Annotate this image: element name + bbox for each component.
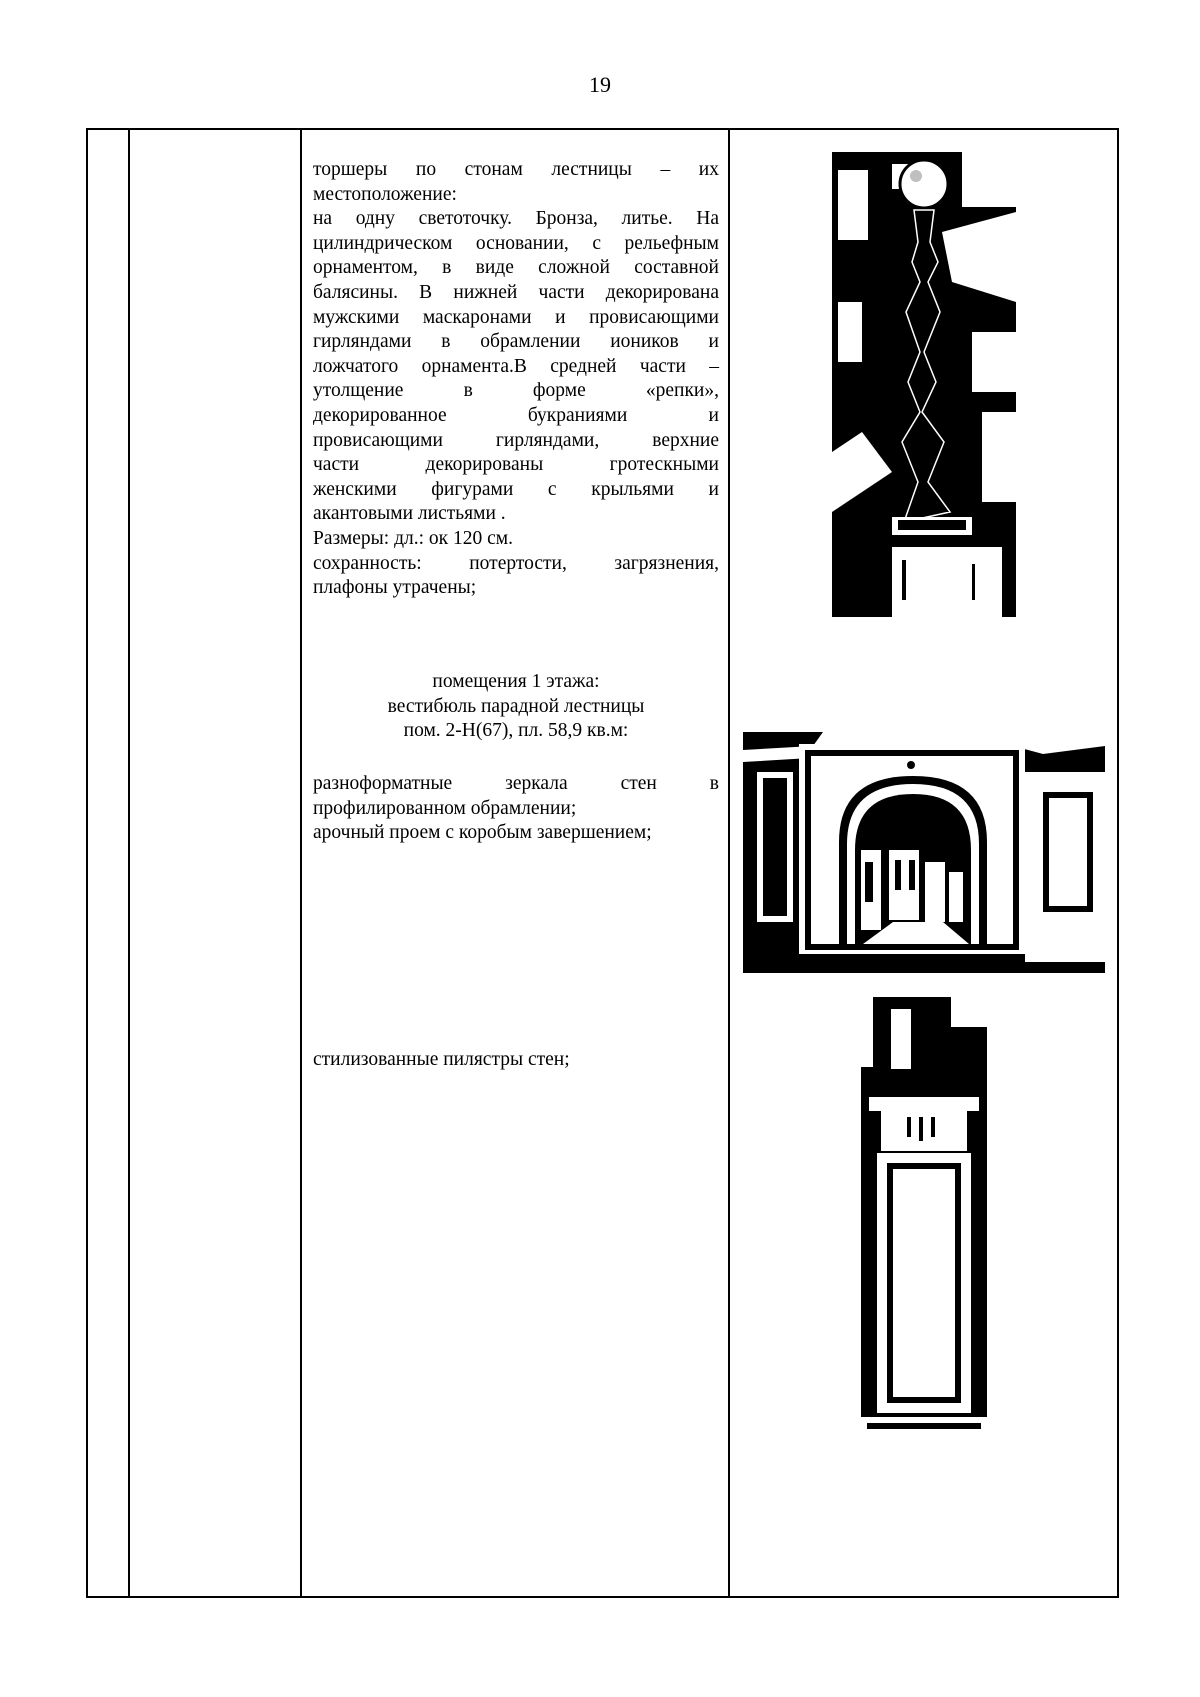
arched-doorway-photo — [743, 732, 1105, 973]
text-line: провисающими гирляндами, верхние — [313, 429, 719, 451]
floor-lamp-description — [313, 158, 719, 601]
vestibule-description — [313, 772, 719, 846]
text-line: стилизованные пилястры стен; — [313, 1049, 570, 1070]
heading-line: вестибюль парадной лестницы — [387, 695, 645, 717]
heading-line: пом. 2-Н(67), пл. 58,9 кв.м: — [403, 720, 629, 742]
text-line: акантовыми листьями . — [313, 503, 506, 525]
text-line: плафоны утрачены; — [313, 577, 477, 599]
page-number: 19 — [589, 72, 611, 97]
text-line: цилиндрическом основании, с рельефным — [313, 232, 719, 254]
text-line: Размеры: дл.: ок 120 см. — [313, 527, 513, 549]
text-line: женскими фигурами с крыльями и — [313, 478, 719, 500]
table-column-divider — [300, 130, 302, 1596]
text-line: балясины. В нижней части декорирована — [313, 281, 719, 303]
table-column-divider — [728, 130, 730, 1596]
heading-line: помещения 1 этажа: — [432, 671, 600, 692]
text-line: мужскими маскаронами и провисающими — [313, 306, 719, 328]
text-line: декорированное букраниями и — [313, 404, 719, 426]
text-line: местоположение: — [313, 183, 457, 205]
table-column-divider — [128, 130, 130, 1596]
text-line: арочный проем с коробым завершением; — [313, 822, 652, 844]
text-line: ложчатого орнамента.В средней части – — [313, 355, 719, 377]
text-line: на одну светоточку. Бронза, литье. На — [313, 208, 719, 230]
room-heading — [313, 670, 719, 744]
text-line: части декорированы гротескными — [313, 454, 719, 476]
text-line: утолщение в форме «репки», — [313, 380, 719, 402]
text-line: орнаментом, в виде сложной составной — [313, 257, 719, 279]
text-line: торшеры по стонам лестницы – их — [313, 159, 719, 180]
text-line: сохранность: потертости, загрязнения, — [313, 552, 719, 574]
floor-lamp-photo — [832, 152, 1016, 617]
text-line: разноформатные зеркала стен в — [313, 773, 719, 794]
pilaster-description — [313, 1048, 719, 1073]
text-line: гирляндами в обрамлении иоников и — [313, 331, 719, 353]
text-line: профилированном обрамлении; — [313, 797, 577, 819]
pilaster-photo — [861, 997, 987, 1439]
